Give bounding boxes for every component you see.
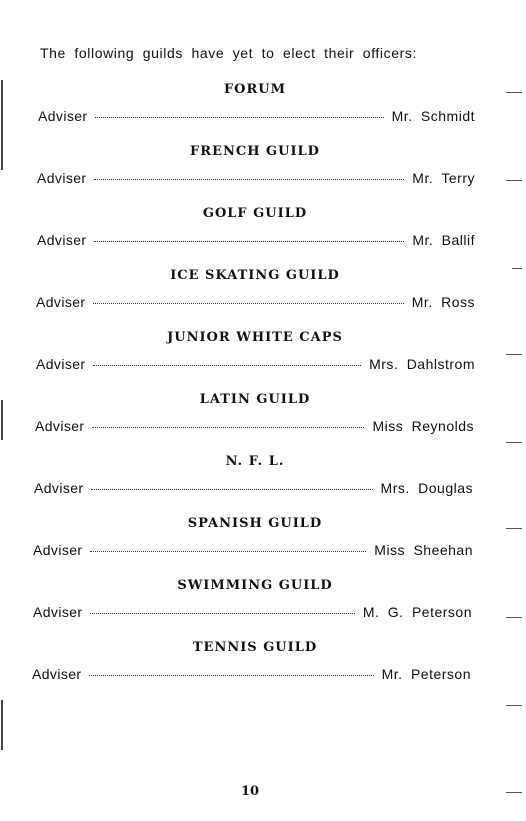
- dot-leader: [91, 489, 372, 490]
- guild-name: TENNIS GUILD: [192, 640, 318, 655]
- guild-name: GOLF GUILD: [202, 206, 308, 221]
- adviser-line: [38, 108, 475, 130]
- adviser-label: Adviser: [34, 480, 84, 496]
- adviser-name: M. G. Peterson: [362, 604, 472, 620]
- intro-text: The following guilds have yet to elect their officers:: [40, 45, 417, 61]
- adviser-label: Adviser: [36, 294, 86, 310]
- adviser-name: Mr. Schmidt: [391, 108, 475, 124]
- adviser-name: Mr. Peterson: [381, 666, 471, 682]
- adviser-label: Adviser: [35, 418, 85, 434]
- guild-name: LATIN GUILD: [199, 392, 311, 407]
- guild-name: ICE SKATING GUILD: [170, 268, 340, 283]
- adviser-label: Adviser: [38, 108, 88, 124]
- dot-leader: [95, 117, 383, 118]
- adviser-name: Miss Reynolds: [372, 418, 474, 434]
- guild-list: [0, 82, 526, 702]
- dot-leader: [92, 427, 364, 428]
- guild-entry: [0, 640, 526, 702]
- adviser-label: Adviser: [36, 356, 86, 372]
- dot-leader: [90, 613, 354, 614]
- dot-leader: [94, 241, 404, 242]
- adviser-name: Mr. Ross: [411, 294, 475, 310]
- adviser-line: [32, 666, 471, 688]
- guild-name: SWIMMING GUILD: [177, 578, 333, 593]
- dot-leader: [89, 675, 373, 676]
- adviser-line: [35, 418, 474, 440]
- guild-entry: [0, 516, 526, 578]
- adviser-line: [37, 170, 475, 192]
- adviser-label: Adviser: [33, 604, 83, 620]
- adviser-label: Adviser: [32, 666, 82, 682]
- adviser-name: Mrs. Dahlstrom: [369, 356, 475, 372]
- adviser-line: [36, 294, 475, 316]
- adviser-line: [33, 542, 473, 564]
- guild-entry: [0, 392, 526, 454]
- adviser-line: [37, 232, 475, 254]
- adviser-line: [36, 356, 475, 378]
- binding-edge-mark: [1, 700, 3, 750]
- dot-leader: [93, 365, 361, 366]
- page-number: 10: [240, 784, 260, 799]
- adviser-name: Mrs. Douglas: [380, 480, 473, 496]
- guild-entry: [0, 144, 526, 206]
- dot-leader: [93, 303, 403, 304]
- adviser-name: Mr. Ballif: [412, 232, 475, 248]
- adviser-label: Adviser: [37, 170, 87, 186]
- adviser-line: [33, 604, 472, 626]
- guild-name: FRENCH GUILD: [190, 144, 320, 159]
- dot-leader: [94, 179, 404, 180]
- adviser-name: Miss Sheehan: [374, 542, 473, 558]
- guild-entry: [0, 454, 526, 516]
- page-edge-mark: [506, 705, 522, 706]
- guild-name: N. F. L.: [225, 454, 285, 469]
- adviser-label: Adviser: [37, 232, 87, 248]
- guild-name: JUNIOR WHITE CAPS: [167, 330, 343, 345]
- adviser-name: Mr. Terry: [412, 170, 475, 186]
- dot-leader: [90, 551, 366, 552]
- adviser-label: Adviser: [33, 542, 83, 558]
- page-edge-mark: [506, 792, 522, 793]
- adviser-line: [34, 480, 473, 502]
- guild-entry: [0, 206, 526, 268]
- guild-name: FORUM: [223, 82, 287, 97]
- guild-name: SPANISH GUILD: [187, 516, 323, 531]
- guild-entry: [0, 330, 526, 392]
- guild-entry: [0, 82, 526, 144]
- guild-entry: [0, 578, 526, 640]
- guild-entry: [0, 268, 526, 330]
